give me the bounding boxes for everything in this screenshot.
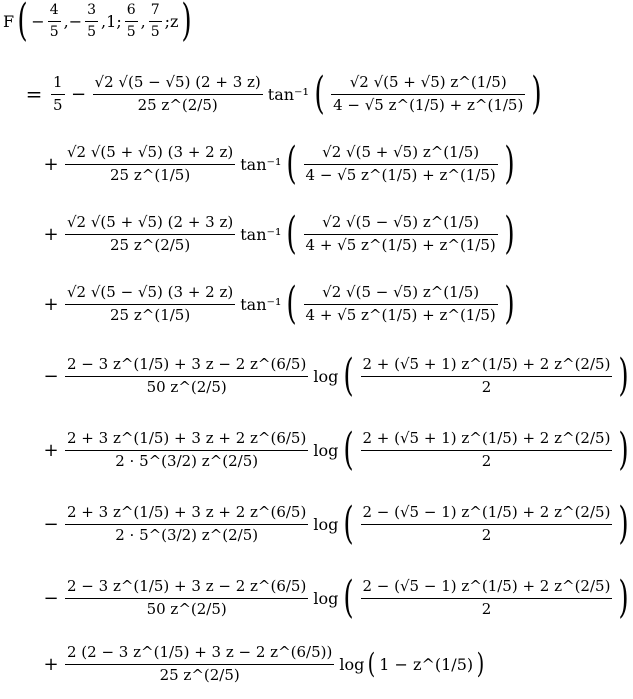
function-label: tan⁻¹ bbox=[267, 84, 309, 104]
close-paren: ) bbox=[181, 0, 193, 46]
arg-3: 1 bbox=[106, 11, 117, 31]
coefficient-fraction: $\frac{√2 √(5 - √5) (2 + 3 z)}{25 z\^{}(2/5)}$ bbox=[94, 73, 261, 114]
term-sign: + bbox=[43, 653, 59, 675]
formula-header: F ( − $\frac{4}{5}$ , − $\frac{3}{5}$ , 1 ; $\frac{6}{5}$ , $\frac{7}{5}$ ; z ) bbox=[3, 0, 193, 46]
formula-term-4: + $\frac{√2 √(5 - √5) (3 + 2 z)}{25 z\^{}(1/5)}$ tan⁻¹ ( $\frac{√2 √(5 - √5) z\^{}(1/5)}{4 + √5 z\^{}(1/5) + z\^{}(1/5)}$ ) bbox=[40, 268, 518, 340]
arg-sign-2: − bbox=[68, 11, 83, 31]
formula-term-2: + $\frac{√2 √(5 + √5) (3 + 2 z)}{25 z\^{}(1/5)}$ tan⁻¹ ( $\frac{√2 √(5 + √5) z\^{}(1/5)}{4 - √5 z\^{}(1/5) + z\^{}(1/5)}$ ) bbox=[40, 128, 518, 200]
argument-fraction: $\frac{√2 √(5 - √5) z\^{}(1/5)}{4 + √5 z\^{}(1/5) + z\^{}(1/5)}$ bbox=[305, 283, 496, 324]
term-sign: − bbox=[43, 587, 59, 609]
function-label: log bbox=[313, 366, 339, 386]
arg-variable: z bbox=[170, 11, 179, 31]
term-sign: − bbox=[43, 365, 59, 387]
function-label: log bbox=[313, 514, 339, 534]
argument-fraction: $\frac{√2 √(5 + √5) z\^{}(1/5)}{4 - √5 z\^{}(1/5) + z\^{}(1/5)}$ bbox=[305, 143, 496, 184]
argument-fraction: $\frac{2 + (√5 + 1) z\^{}(1/5) + 2 z\^{}(2/5)}{2}$ bbox=[362, 429, 611, 470]
argument-fraction: $\frac{2 - (√5 - 1) z\^{}(1/5) + 2 z\^{}(2/5)}{2}$ bbox=[362, 503, 611, 544]
coefficient-fraction: $\frac{√2 √(5 + √5) (2 + 3 z)}{25 z\^{}(2/5)}$ bbox=[67, 213, 234, 254]
formula-term-7: − $\frac{2 + 3 z\^{}(1/5) + 3 z + 2 z\^{}(6/5)}{2 \cdot 5\^{}(3/2) z\^{}(2/5)}$ log ( $\frac{2 - (√5 - 1) z\^{}(1/5) + 2 z\^{}(2/5)}{2}$ ) bbox=[40, 488, 633, 560]
arg-fraction-4: $\frac{6}{5}$ bbox=[126, 2, 136, 40]
arg-fraction-5: $\frac{7}{5}$ bbox=[150, 2, 160, 40]
function-label: tan⁻¹ bbox=[240, 294, 282, 314]
coefficient-fraction: $\frac{2 - 3 z\^{}(1/5) + 3 z - 2 z\^{}(6/5)}{50 z\^{}(2/5)}$ bbox=[67, 577, 307, 618]
argument-fraction: $\frac{√2 √(5 - √5) z\^{}(1/5)}{4 + √5 z\^{}(1/5) + z\^{}(1/5)}$ bbox=[305, 213, 496, 254]
argument-fraction: $\frac{√2 √(5 + √5) z\^{}(1/5)}{4 - √5 z\^{}(1/5) + z\^{}(1/5)}$ bbox=[333, 73, 524, 114]
coefficient-fraction: $\frac{2 + 3 z\^{}(1/5) + 3 z + 2 z\^{}(6/5)}{2 \cdot 5\^{}(3/2) z\^{}(2/5)}$ bbox=[67, 429, 307, 470]
function-label: log bbox=[339, 654, 365, 674]
formula-term-1: = $\frac{1}{5}$ − $\frac{√2 √(5 - √5) (2 + 3 z)}{25 z\^{}(2/5)}$ tan⁻¹ ( $\frac{√2 √(5 + √5) z\^{}(1/5)}{4 - √5 z\^{}(1/5) + z\^{}(1/5)}$ ) bbox=[20, 58, 546, 130]
arg-fraction-2: $\frac{3}{5}$ bbox=[87, 2, 97, 40]
function-name: F bbox=[3, 11, 15, 31]
coefficient-fraction: $\frac{√2 √(5 - √5) (3 + 2 z)}{25 z\^{}(1/5)}$ bbox=[67, 283, 234, 324]
term-sign: + bbox=[43, 293, 59, 315]
open-paren: ( bbox=[17, 0, 28, 46]
function-label: log bbox=[313, 588, 339, 608]
argument-fraction: $\frac{2 - (√5 - 1) z\^{}(1/5) + 2 z\^{}(2/5)}{2}$ bbox=[362, 577, 611, 618]
term-sign: + bbox=[43, 439, 59, 461]
formula-term-5: − $\frac{2 - 3 z\^{}(1/5) + 3 z - 2 z\^{}(6/5)}{50 z\^{}(2/5)}$ log ( $\frac{2 + (√5 + 1) z\^{}(1/5) + 2 z\^{}(2/5)}{2}$ ) bbox=[40, 340, 633, 412]
prefix-fraction: $\frac{1}{5}$ bbox=[53, 73, 63, 114]
argument-fraction: $\frac{2 + (√5 + 1) z\^{}(1/5) + 2 z\^{}(2/5)}{2}$ bbox=[362, 355, 611, 396]
term-sign: + bbox=[43, 153, 59, 175]
coefficient-fraction: $\frac{2 (2 - 3 z\^{}(1/5) + 3 z - 2 z\^{}(6/5))}{25 z\^{}(2/5)}$ bbox=[67, 643, 333, 684]
function-label: log bbox=[313, 440, 339, 460]
coefficient-fraction: $\frac{√2 √(5 + √5) (3 + 2 z)}{25 z\^{}(1/5)}$ bbox=[67, 143, 234, 184]
term-sign: − bbox=[43, 513, 59, 535]
arg-fraction-1: $\frac{4}{5}$ bbox=[49, 2, 59, 40]
argument-text: 1 − z^(1/5) bbox=[379, 654, 474, 674]
formula-term-9: + $\frac{2 (2 - 3 z\^{}(1/5) + 3 z - 2 z\^{}(6/5))}{25 z\^{}(2/5)}$ log ( 1 − z^(1/5) ) bbox=[40, 632, 486, 696]
equals-sign: = bbox=[25, 82, 43, 106]
function-label: tan⁻¹ bbox=[240, 224, 282, 244]
formula-term-6: + $\frac{2 + 3 z\^{}(1/5) + 3 z + 2 z\^{}(6/5)}{2 \cdot 5\^{}(3/2) z\^{}(2/5)}$ log ( $\frac{2 + (√5 + 1) z\^{}(1/5) + 2 z\^{}(2/5)}{2}$ ) bbox=[40, 414, 633, 486]
formula-term-3: + $\frac{√2 √(5 + √5) (2 + 3 z)}{25 z\^{}(2/5)}$ tan⁻¹ ( $\frac{√2 √(5 - √5) z\^{}(1/5)}{4 + √5 z\^{}(1/5) + z\^{}(1/5)}$ ) bbox=[40, 198, 518, 270]
term-sign: − bbox=[71, 83, 87, 105]
coefficient-fraction: $\frac{2 - 3 z\^{}(1/5) + 3 z - 2 z\^{}(6/5)}{50 z\^{}(2/5)}$ bbox=[67, 355, 307, 396]
term-sign: + bbox=[43, 223, 59, 245]
formula-term-8: − $\frac{2 - 3 z\^{}(1/5) + 3 z - 2 z\^{}(6/5)}{50 z\^{}(2/5)}$ log ( $\frac{2 - (√5 - 1) z\^{}(1/5) + 2 z\^{}(2/5)}{2}$ ) bbox=[40, 562, 633, 634]
coefficient-fraction: $\frac{2 + 3 z\^{}(1/5) + 3 z + 2 z\^{}(6/5)}{2 \cdot 5\^{}(3/2) z\^{}(2/5)}$ bbox=[67, 503, 307, 544]
function-label: tan⁻¹ bbox=[240, 154, 282, 174]
arg-sign-1: − bbox=[31, 11, 45, 31]
